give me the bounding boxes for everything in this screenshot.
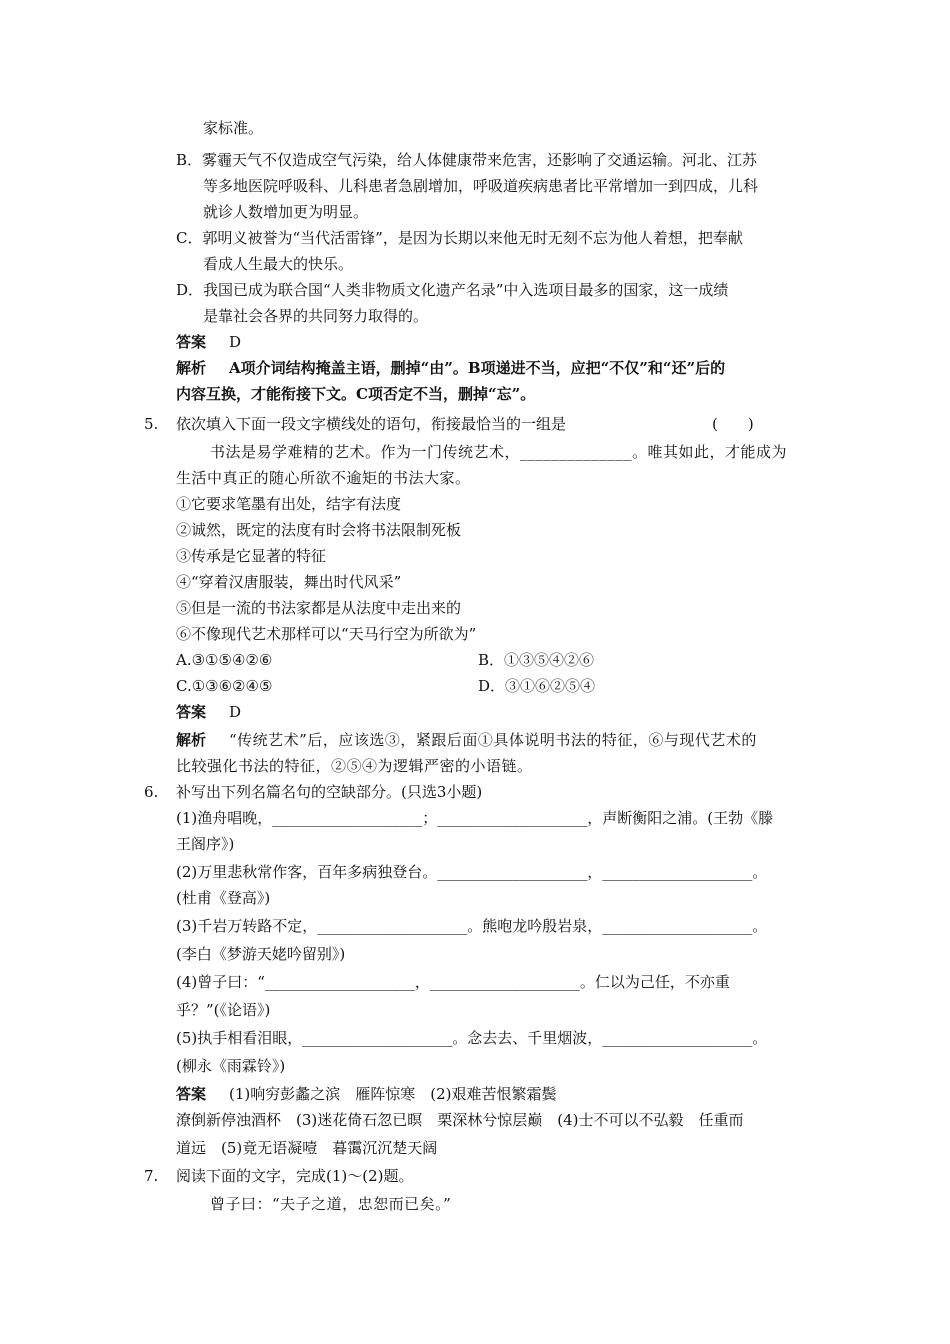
q7-number: 7.	[144, 1167, 159, 1185]
q6-line4: (杜甫《登高》)	[176, 889, 271, 907]
q7-stem: 阅读下面的文字，完成(1)～(2)题。	[176, 1167, 414, 1185]
q4-option-c-line2: 看成人生最大的快乐。	[203, 255, 354, 273]
q6-line10: (柳永《雨霖铃》)	[176, 1057, 286, 1075]
q6-line6: (李白《梦游天姥吟留别》)	[176, 945, 346, 963]
q4-option-d-line1: D．我国已成为联合国“人类非物质文化遗产名录”中入选项目最多的国家，这一成绩	[176, 281, 729, 299]
q5-number: 5.	[144, 415, 159, 433]
q7-passage-line1: 曾子曰：“夫子之道，忠恕而已矣。”	[210, 1195, 452, 1213]
q6-answer-line2: 潦倒新停浊酒杯 (3)迷花倚石忽已暝 栗深林兮惊层巅 (4)士不可以不弘毅 任重而	[176, 1111, 744, 1129]
q5-option-d: D．③①⑥②⑤④	[478, 677, 596, 695]
q5-analysis-line1: “传统艺术”后，应该选③，紧跟后面①具体说明书法的特征，⑥与现代艺术的	[229, 731, 757, 749]
q5-analysis-label: 解析	[176, 731, 207, 749]
q4-option-d-line2: 是靠社会各界的共同努力取得的。	[203, 307, 429, 325]
q4-analysis-line2: 内容互换，才能衔接下文。C项否定不当，删掉“忘”。	[176, 385, 536, 403]
q6-stem: 补写出下列名篇名句的空缺部分。(只选3小题)	[176, 783, 483, 801]
q6-number: 6.	[144, 783, 159, 801]
q4-option-b-line3: 就诊人数增加更为明显。	[203, 203, 369, 221]
q6-line7: (4)曾子曰：“____________________，____________________。仁以为己任，不亦重	[176, 973, 730, 991]
q4-analysis-line1: A项介词结构掩盖主语，删掉“由”。B项递进不当，应把“不仅”和“还”后的	[229, 359, 726, 377]
q5-answer-value: D	[229, 703, 242, 721]
q5-analysis-line2: 比较强化书法的特征，②⑤④为逻辑严密的小语链。	[176, 757, 533, 775]
q5-option-c: C.①③⑥②④⑤	[176, 677, 273, 695]
q5-item-4: ④“穿着汉唐服装，舞出时代风采”	[176, 573, 402, 591]
q6-line5: (3)千岩万转路不定，____________________。熊咆龙吟殷岩泉，____________________。	[176, 917, 768, 935]
q5-option-b: B．①③⑤④②⑥	[478, 651, 595, 669]
q4-option-b-line1: B．雾霾天气不仅造成空气污染，给人体健康带来危害，还影响了交通运输。河北、江苏	[176, 151, 758, 169]
q6-answer-label: 答案	[176, 1085, 207, 1103]
q6-line2: 王阁序》)	[176, 835, 235, 853]
q4-answer-label: 答案	[176, 333, 207, 351]
q5-stem: 依次填入下面一段文字横线处的语句，衔接最恰当的一组是	[176, 415, 567, 433]
q5-answer-label: 答案	[176, 703, 207, 721]
q5-option-a: A.③①⑤④②⑥	[176, 651, 273, 669]
q4-option-b-line2: 等多地医院呼吸科、儿科患者急剧增加，呼吸道疾病患者比平常增加一到四成，儿科	[203, 177, 759, 195]
q6-line9: (5)执手相看泪眼，____________________。念去去、千里烟波，____________________。	[176, 1029, 768, 1047]
q5-item-5: ⑤但是一流的书法家都是从法度中走出来的	[176, 599, 462, 617]
q6-line3: (2)万里悲秋常作客，百年多病独登台。____________________，____________________。	[176, 863, 768, 881]
q5-item-6: ⑥不像现代艺术那样可以“天马行空为所欲为”	[176, 625, 477, 643]
q5-answer-bracket: ( )	[712, 415, 754, 433]
q5-item-1: ①它要求笔墨有出处，结字有法度	[176, 495, 402, 513]
q4-analysis-label: 解析	[176, 359, 207, 377]
q5-item-2: ②诚然，既定的法度有时会将书法限制死板	[176, 521, 462, 539]
q4-answer-value: D	[229, 333, 242, 351]
q4-option-c-line1: C．郭明义被誉为“当代活雷锋”，是因为长期以来他无时无刻不忘为他人着想，把奉献	[176, 229, 743, 247]
q4-option-a-continuation: 家标准。	[203, 119, 264, 137]
q6-answer-line3: 道远 (5)竟无语凝噎 暮霭沉沉楚天阔	[176, 1139, 438, 1157]
q6-answer-line1: (1)响穷彭蠡之滨 雁阵惊寒 (2)艰难苦恨繁霜鬓	[229, 1085, 557, 1103]
q5-passage-line2: 生活中真正的随心所欲不逾矩的书法大家。	[176, 469, 471, 487]
q6-line8: 乎？”(《论语》)	[176, 1001, 271, 1019]
q6-line1: (1)渔舟唱晚，____________________；____________________，声断衡阳之浦。(王勃《滕	[176, 809, 774, 827]
q5-passage-line1: 书法是易学难精的艺术。作为一门传统艺术，______________。唯其如此，才能成为	[210, 443, 788, 461]
q5-item-3: ③传承是它显著的特征	[176, 547, 327, 565]
